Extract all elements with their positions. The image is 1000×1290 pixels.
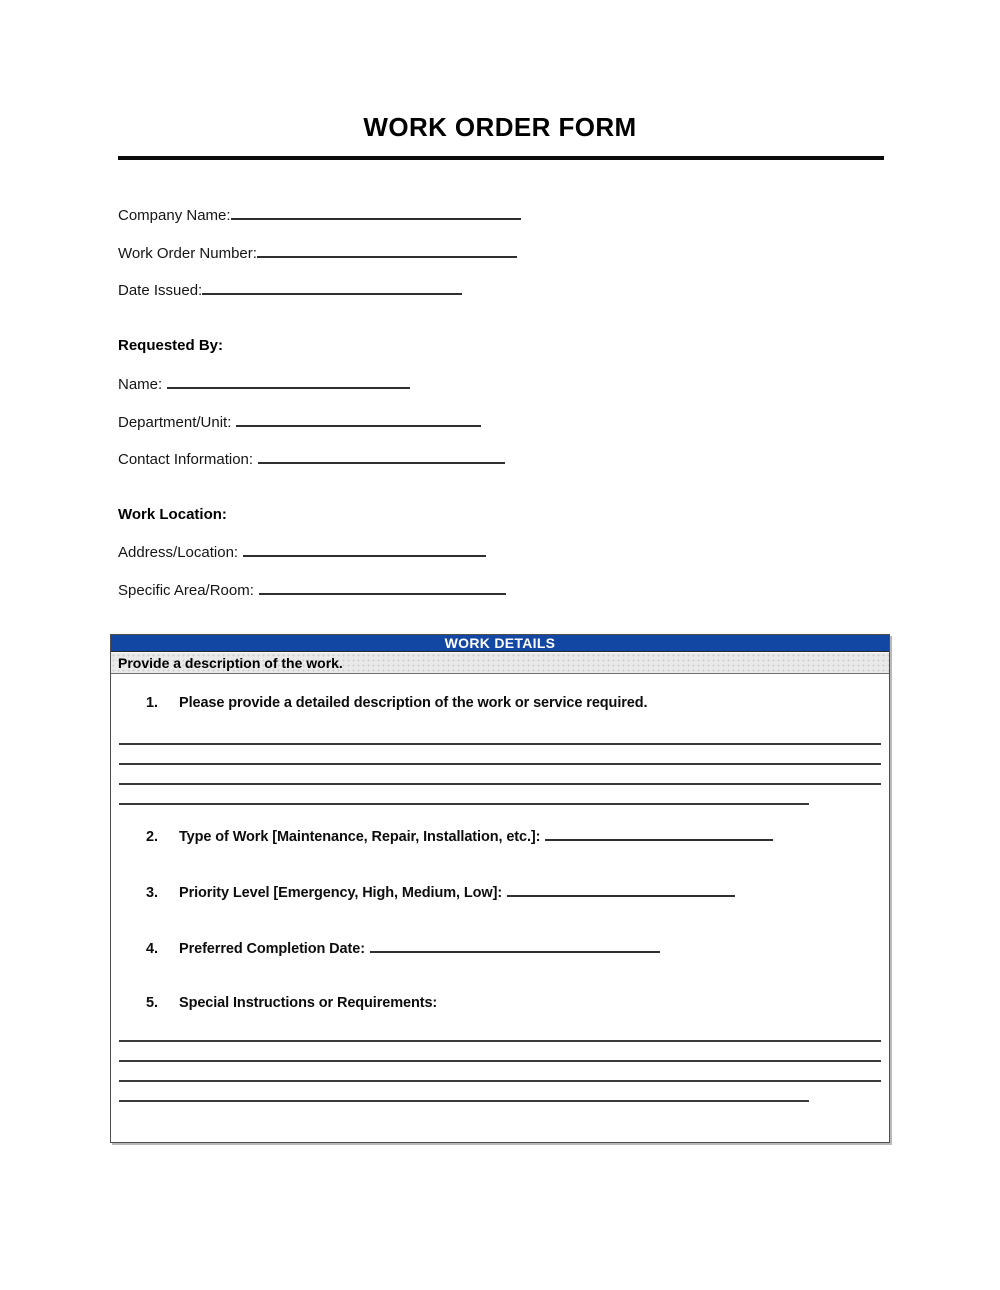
completion-date-fill-line[interactable]	[370, 938, 660, 953]
work-item-5	[111, 995, 889, 1011]
write-line[interactable]	[119, 1062, 881, 1082]
write-line[interactable]	[119, 745, 881, 765]
page-title: WORK ORDER FORM	[363, 112, 637, 142]
work-item-3	[111, 882, 889, 901]
instructions-write-lines	[119, 1022, 881, 1102]
field-row-date-issued	[118, 280, 462, 300]
write-line[interactable]	[119, 1082, 809, 1102]
area-fill-line[interactable]	[259, 580, 506, 595]
company-name-fill-line[interactable]	[231, 205, 521, 220]
write-line[interactable]	[119, 765, 881, 785]
item-4-label: Preferred Completion Date:	[179, 941, 365, 957]
requested-by-heading: Requested By:	[118, 337, 224, 354]
field-row-area	[118, 580, 506, 600]
work-details-header: WORK DETAILS	[111, 635, 889, 652]
write-line[interactable]	[119, 1042, 881, 1062]
field-row-name	[118, 374, 410, 394]
work-order-number-label: Work Order Number:	[118, 245, 257, 262]
item-3-label: Priority Level [Emergency, High, Medium, Low]:	[179, 885, 503, 901]
date-issued-fill-line[interactable]	[202, 280, 462, 295]
contact-label: Contact Information:	[118, 451, 254, 468]
write-line[interactable]	[119, 785, 809, 805]
work-location-heading: Work Location:	[118, 506, 227, 523]
field-row-address	[118, 542, 486, 562]
work-details-table	[110, 634, 890, 1143]
item-3-number: 3.	[146, 885, 158, 901]
contact-fill-line[interactable]	[258, 449, 505, 464]
item-2-label: Type of Work [Maintenance, Repair, Installation, etc.]:	[179, 829, 541, 845]
work-details-subheader: Provide a description of the work.	[111, 653, 889, 674]
field-row-department	[118, 412, 481, 432]
area-label: Specific Area/Room:	[118, 582, 254, 599]
name-fill-line[interactable]	[167, 374, 410, 389]
department-fill-line[interactable]	[236, 412, 481, 427]
type-of-work-fill-line[interactable]	[545, 826, 773, 841]
write-line[interactable]	[119, 725, 881, 745]
item-5-label: Special Instructions or Requirements:	[179, 995, 438, 1011]
description-write-lines	[119, 725, 881, 805]
field-row-contact	[118, 449, 505, 469]
item-4-number: 4.	[146, 941, 158, 957]
title-rule	[118, 156, 884, 160]
work-order-number-fill-line[interactable]	[257, 243, 517, 258]
item-1-label: Please provide a detailed description of the work or service required.	[179, 695, 648, 711]
write-line[interactable]	[119, 1022, 881, 1042]
department-label: Department/Unit:	[118, 414, 232, 431]
field-row-work-order-number	[118, 243, 517, 263]
address-fill-line[interactable]	[243, 542, 486, 557]
work-item-1	[111, 695, 889, 711]
name-label: Name:	[118, 376, 163, 393]
item-1-number: 1.	[146, 695, 158, 711]
date-issued-label: Date Issued:	[118, 282, 203, 299]
work-item-2	[111, 826, 889, 845]
work-item-4	[111, 938, 889, 957]
item-5-number: 5.	[146, 995, 158, 1011]
field-row-company-name	[118, 205, 521, 225]
item-2-number: 2.	[146, 829, 158, 845]
address-label: Address/Location:	[118, 544, 239, 561]
company-name-label: Company Name:	[118, 207, 231, 224]
priority-level-fill-line[interactable]	[507, 882, 735, 897]
